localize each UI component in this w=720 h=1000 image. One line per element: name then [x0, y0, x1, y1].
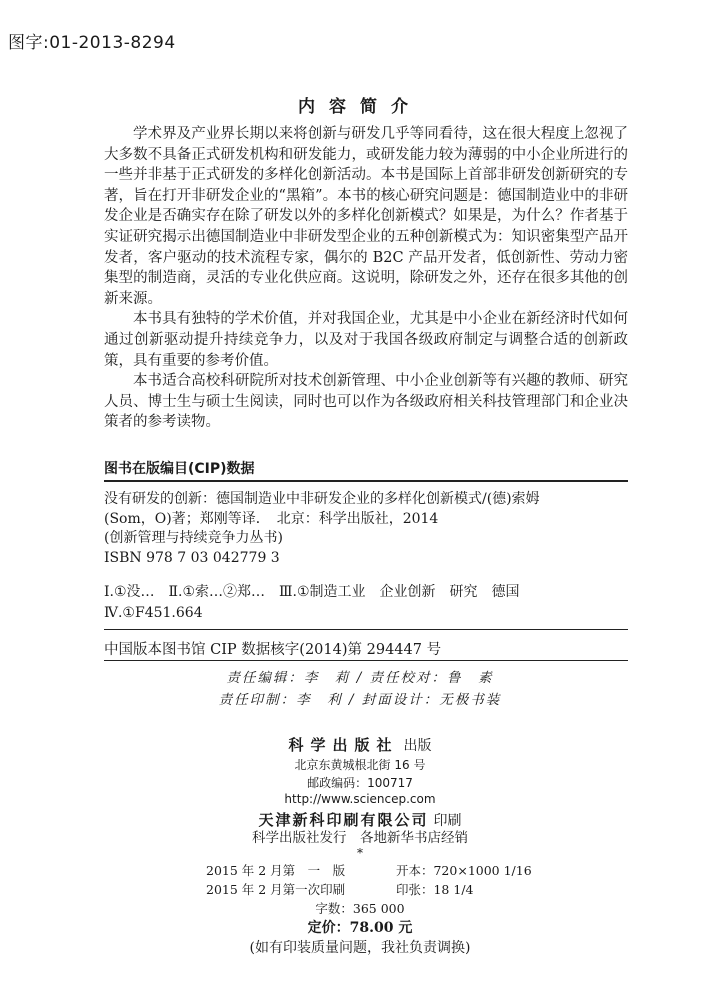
summary-heading: 内容简介: [298, 97, 422, 117]
cip-check-number: 中国版本图书馆 CIP 数据核字(2014)第 294447 号: [104, 642, 442, 658]
summary-text: [104, 124, 628, 433]
responsibility-production: 责任印制：李 利 / 封面设计：无极书装: [218, 692, 502, 708]
printing-date: 2015 年 2 月第一次印刷: [206, 882, 346, 897]
printer-name: 天津新科印刷有限公司: [258, 811, 429, 829]
publisher-name: 科学出版社: [288, 736, 399, 754]
cip-top-rule: [104, 480, 628, 482]
publisher-website: http://www.sciencep.com: [284, 792, 436, 806]
copyright-registration-code: 图字:01-2013-8294: [8, 33, 176, 53]
classification-line: Ⅰ.①没… Ⅱ.①索…②郑… Ⅲ.①制造工业 企业创新 研究 德国: [104, 584, 520, 600]
cip-record: [104, 490, 634, 568]
word-count: 字数：365 000: [315, 901, 405, 916]
cip-bottom-rule: [104, 660, 628, 661]
cip-line: ISBN 978 7 03 042779 3: [104, 549, 280, 566]
responsibility-editors: 责任编辑：李 莉 / 责任校对：鲁 素: [226, 670, 494, 686]
spec-row-printing: [206, 880, 473, 898]
publisher-action: 出版: [403, 738, 432, 754]
edition-date: 2015 年 2 月第 一 版: [206, 863, 346, 878]
quality-note: (如有印装质量问题，我社负责调换): [249, 940, 471, 956]
publisher-postcode: 邮政编码：100717: [307, 776, 413, 790]
cip-classification: [104, 582, 634, 624]
printed-sheets: 印张：18 1/4: [395, 882, 474, 897]
separator-star: *: [357, 846, 363, 860]
publisher-address: 北京东黄城根北街 16 号: [294, 758, 426, 772]
cip-line: (Som，O)著；郑刚等译． 北京：科学出版社，2014: [104, 510, 439, 527]
summary-paragraph: 本书适合高校科研院所对技术创新管理、中小企业创新等有兴趣的教师、研究人员、博士生与硕士生阅读，同时也可以作为各级政府相关科技管理部门和企业决策者的参考读物。: [104, 373, 628, 431]
book-format: 开本：720×1000 1/16: [395, 863, 532, 878]
distribution-line: 科学出版社发行 各地新华书店经销: [252, 830, 468, 846]
summary-paragraph: 学术界及产业界长期以来将创新与研发几乎等同看待，这在很大程度上忽视了大多数不具备正式研发机构和研发能力，或研发能力较为薄弱的中小企业所进行的一些并非基于正式研发的多样化创新活动。本书是国际上首部非研发创新研究的专著，旨在打开非研发企业的“黑箱”。本书的核心研究问题是：德国制造业中的非研发企业是否确实存在除了研发以外的多样化创新模式？如果是，为什么？作者基于实证研究揭示出德国制造业中非研发型企业的五种创新模式为：知识密集型产品开发者，客户驱动的技术流程专家，偶尔的 B2C 产品开发者，低创新性、劳动力密集型的制造商，灵活的专业化供应商。这说明，除研发之外，还存在很多其他的创新来源。: [104, 126, 628, 307]
cip-line: (创新管理与持续竞争力丛书): [104, 530, 283, 546]
printer-action: 印刷: [433, 813, 462, 829]
publisher-line: [0, 734, 720, 755]
classification-line: Ⅳ.①F451.664: [104, 605, 203, 621]
spec-row-edition: [206, 861, 532, 879]
cip-middle-rule: [104, 629, 628, 630]
price: 定价：78.00 元: [307, 920, 413, 936]
summary-paragraph: 本书具有独特的学术价值，并对我国企业，尤其是中小企业在新经济时代如何通过创新驱动提升持续竞争力，以及对于我国各级政府制定与调整合适的创新政策，具有重要的参考价值。: [104, 311, 628, 369]
cip-line: 没有研发的创新：德国制造业中非研发企业的多样化创新模式/(德)索姆: [104, 491, 540, 507]
cip-heading: 图书在版编目(CIP)数据: [104, 461, 255, 477]
